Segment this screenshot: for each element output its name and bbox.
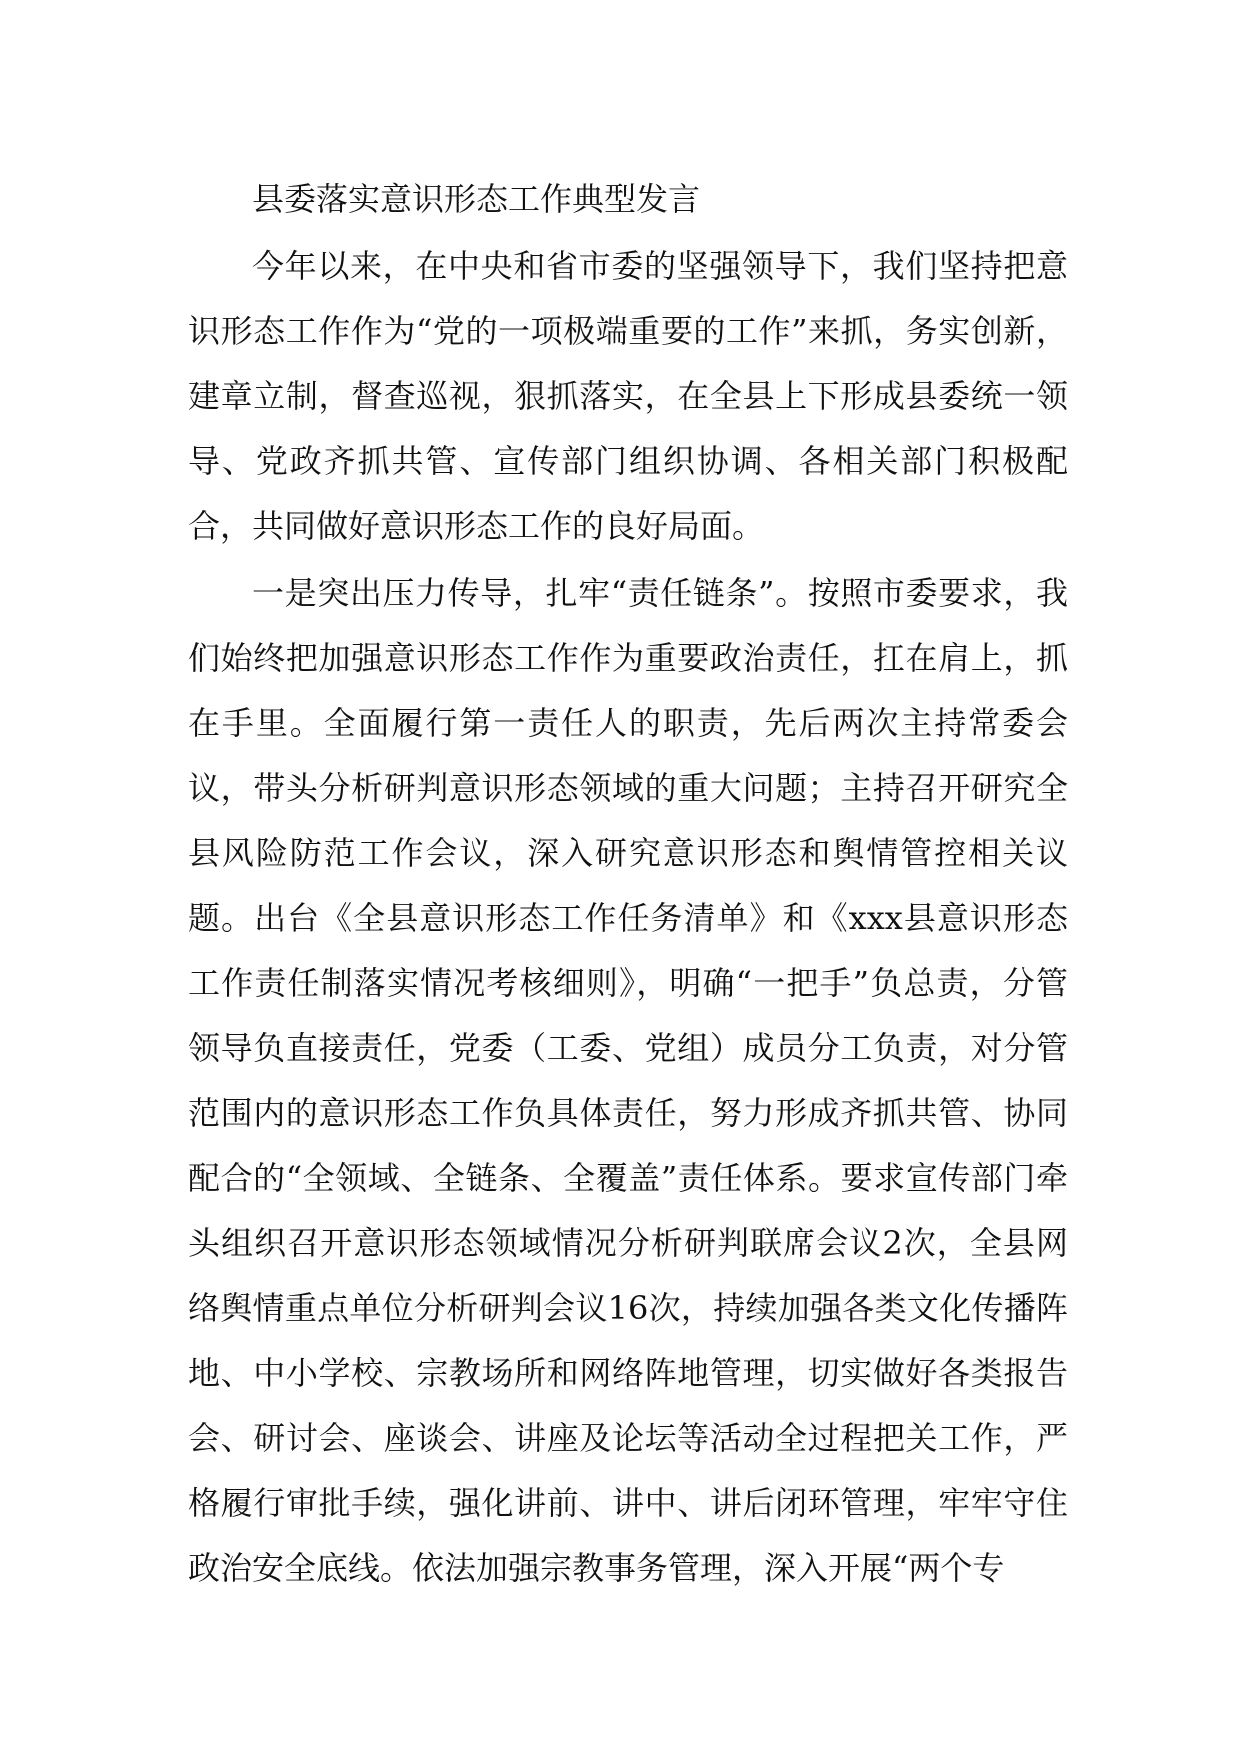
document-title: 县委落实意识形态工作典型发言 <box>252 180 701 218</box>
document-body <box>188 168 1068 1601</box>
paragraph-intro: 今年以来，在中央和省市委的坚强领导下，我们坚持把意识形态工作作为“党的一项极端重要的工作”来抓，务实创新，建章立制，督查巡视，狠抓落实，在全县上下形成县委统一领导、党政齐抓共管、宣传部门组织协调、各相关部门积极配合，共同做好意识形态工作的良好局面。 <box>188 247 1068 545</box>
paragraph-point-one: 一是突出压力传导，扎牢“责任链条”。按照市委要求，我们始终把加强意识形态工作作为重要政治责任，扛在肩上，抓在手里。全面履行第一责任人的职责，先后两次主持常委会议，带头分析研判意识形态领域的重大问题；主持召开研究全县风险防范工作会议，深入研究意识形态和舆情管控相关议题。出台《全县意识形态工作任务清单》和《xxx县意识形态工作责任制落实情况考核细则》，明确“一把手”负总责，分管领导负直接责任，党委（工委、党组）成员分工负责，对分管范围内的意识形态工作负具体责任，努力形成齐抓共管、协同配合的“全领域、全链条、全覆盖”责任体系。要求宣传部门牵头组织召开意识形态领域情况分析研判联席会议2次，全县网络舆情重点单位分析研判会议16次，持续加强各类文化传播阵地、中小学校、宗教场所和网络阵地管理，切实做好各类报告会、研讨会、座谈会、讲座及论坛等活动全过程把关工作，严格履行审批手续，强化讲前、讲中、讲后闭环管理，牢牢守住政治安全底线。依法加强宗教事务管理，深入开展“两个专 <box>188 574 1068 1587</box>
